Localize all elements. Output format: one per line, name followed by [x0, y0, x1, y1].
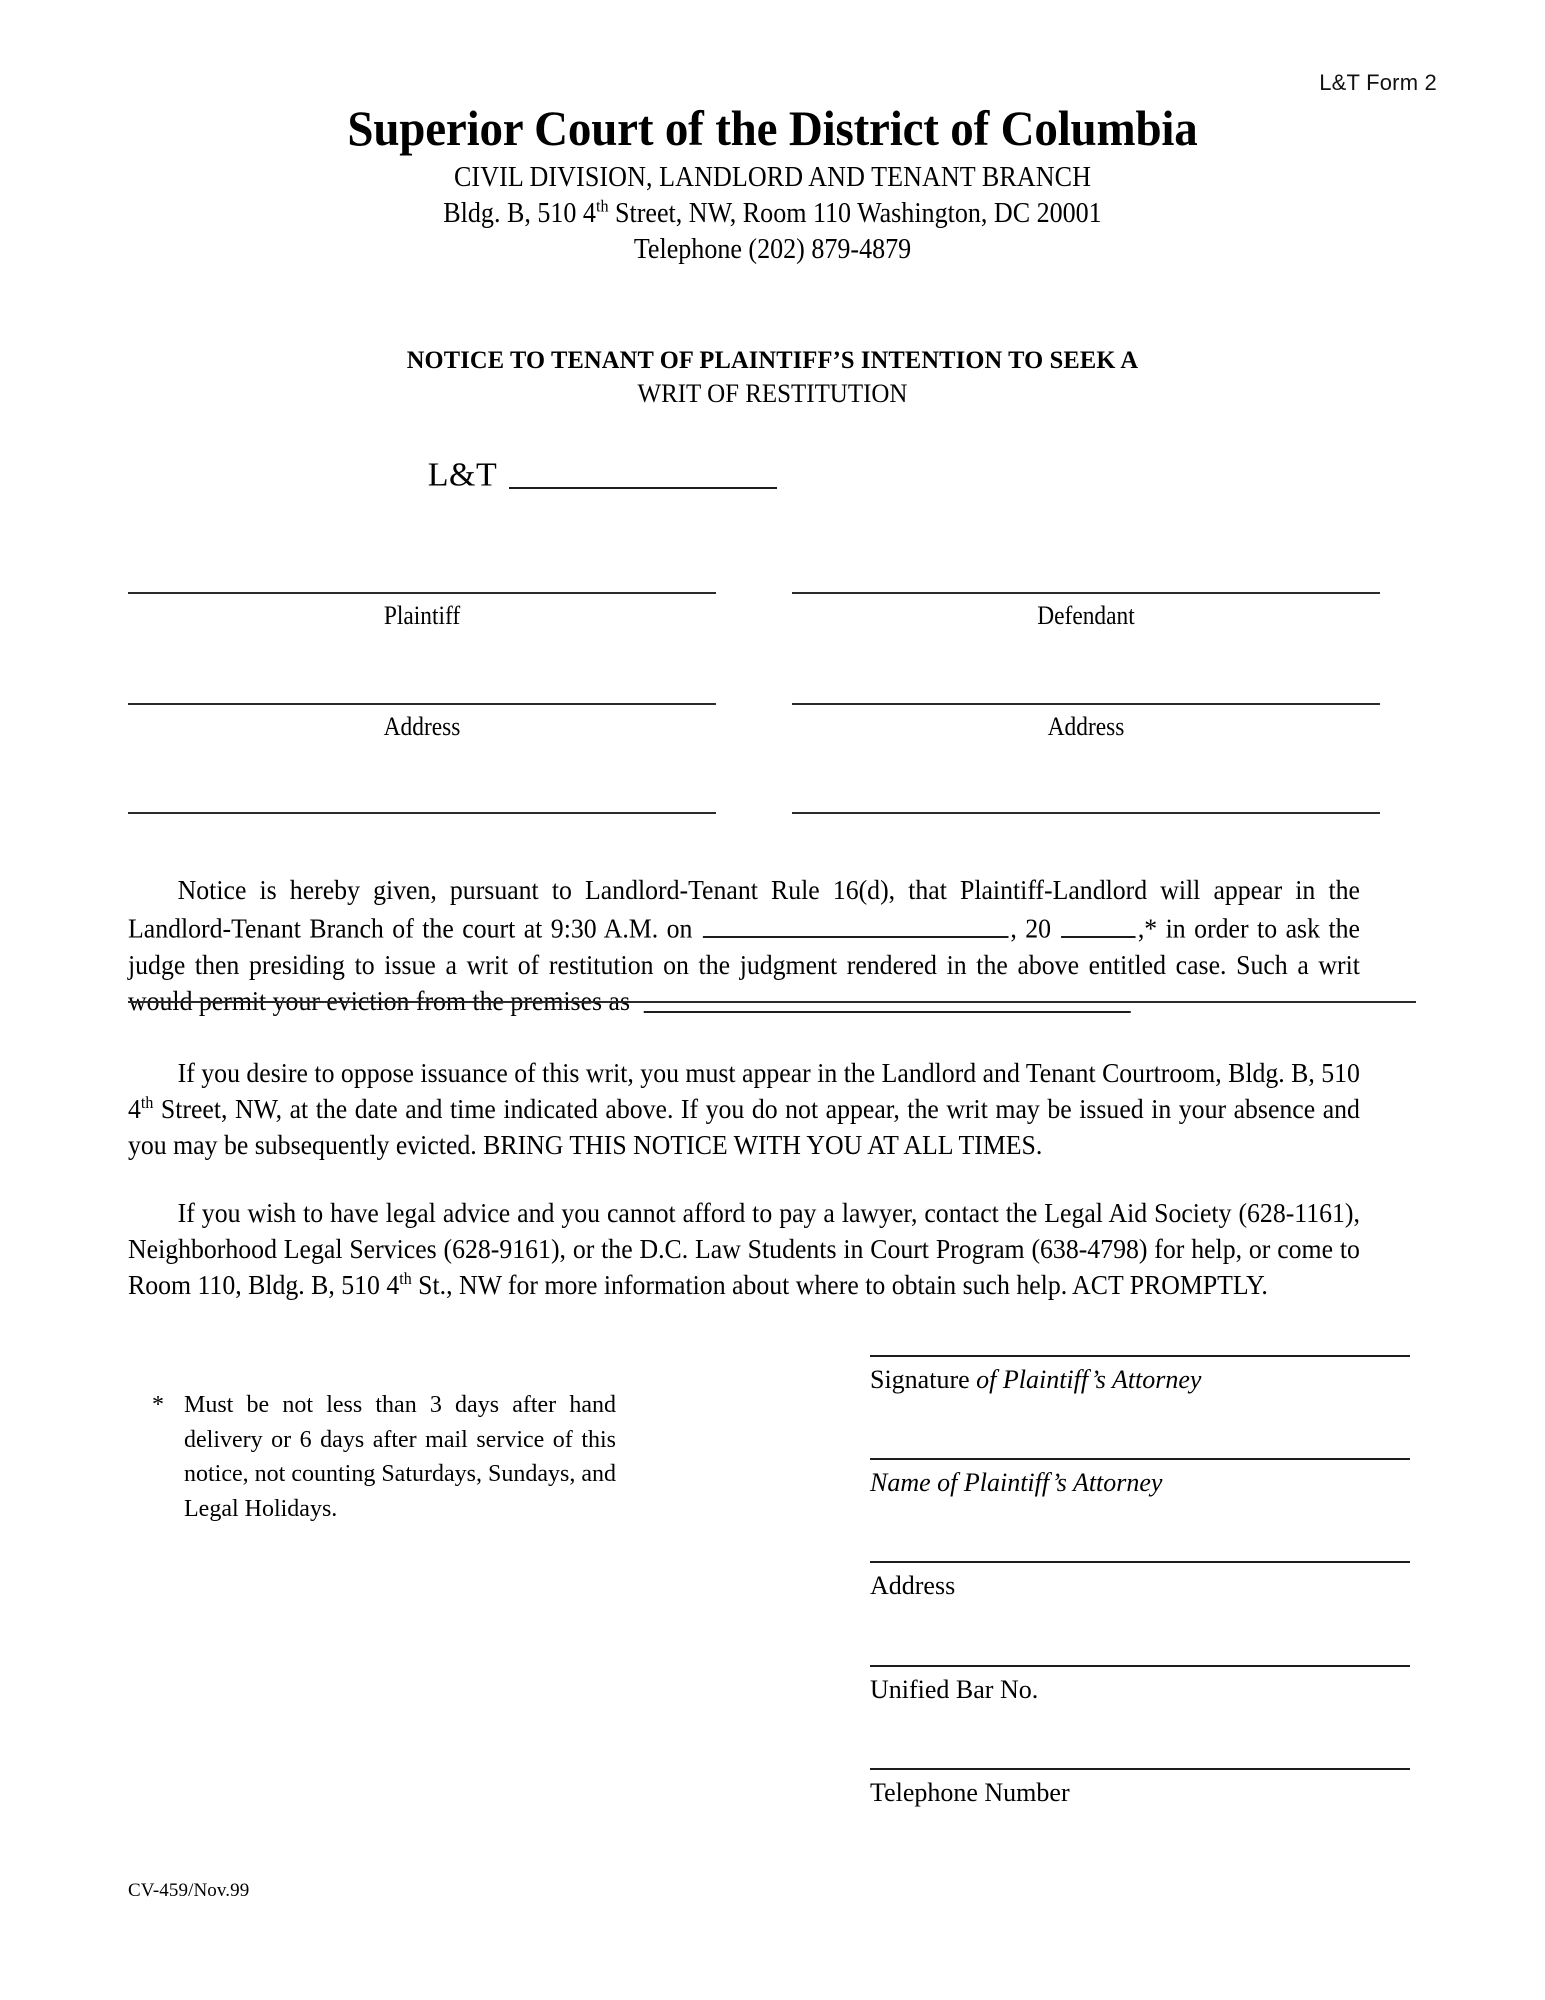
court-address-line [54, 196, 1491, 232]
ordinal-suffix-icon: th [399, 1269, 412, 1289]
attorney-signature-field [870, 1355, 1410, 1395]
advice-seg-2: St., NW for more information about where to obtain such help. ACT PROMPTLY. [411, 1270, 1268, 1301]
premises-description-rule-line2[interactable] [128, 1001, 1416, 1003]
defendant-address-line2-field [792, 812, 1380, 814]
hearing-year-input[interactable] [1061, 908, 1135, 938]
defendant-address-line2-rule[interactable] [792, 812, 1380, 814]
notice-heading-line2: WRIT OF RESTITUTION [637, 378, 908, 408]
signature-label-roman: Signature [870, 1365, 977, 1394]
notice-seg-3: ,* in order to ask the judge then presiding to issue a writ of restitution on the judgment rendered in the above entitled case. Such a writ would permit your eviction from the premises as [128, 913, 1360, 1017]
attorney-telephone-label: Telephone Number [870, 1777, 1070, 1807]
footnote-marker: * [152, 1392, 164, 1418]
notice-seg-2: , 20 [1010, 913, 1060, 944]
plaintiff-address-line2-field [128, 812, 716, 814]
defendant-name-field [792, 592, 1380, 631]
notice-seg-1: Notice is hereby given, pursuant to Landlord-Tenant Rule 16(d), that Plaintiff-Landlord will appear in the Landlord-Tenant Branch of the court at 9:30 A.M. on [128, 875, 1360, 944]
attorney-bar-number-field [870, 1665, 1410, 1705]
paragraph-legal-advice [128, 1195, 1360, 1304]
attorney-address-label: Address [870, 1571, 956, 1601]
plaintiff-label: Plaintiff [383, 601, 461, 630]
defendant-label: Defendant [1037, 601, 1135, 630]
plaintiff-address-field [128, 703, 716, 742]
form-number-label: L&T Form 2 [1319, 70, 1437, 95]
spacer [870, 1602, 1410, 1665]
case-number-input[interactable] [509, 452, 777, 489]
spacer [870, 1395, 1410, 1458]
court-address-post: Street, NW, Room 110 Washington, DC 20001 [608, 197, 1102, 229]
premises-description-input[interactable] [644, 983, 1131, 1013]
paragraph-oppose [128, 1055, 1360, 1164]
plaintiff-address-line2-rule[interactable] [128, 812, 716, 814]
notice-heading [0, 343, 1545, 411]
ordinal-suffix-icon: th [595, 196, 609, 216]
division-line: CIVIL DIVISION, LANDLORD AND TENANT BRANCH [453, 162, 1092, 193]
hearing-date-input[interactable] [703, 908, 1009, 938]
document-code: CV-459/Nov.99 [128, 1880, 250, 1901]
defendant-address-rule[interactable] [792, 703, 1380, 705]
advice-seg-1: If you wish to have legal advice and you cannot afford to pay a lawyer, contact the Legal Aid Society (628-1161), Neighborhood Legal Services (628-9161), or the D.C. Law Students in Court Program (638-4798) for help, or come to Room 110, Bldg. B, 510 4 [128, 1198, 1360, 1301]
attorney-bar-number-label: Unified Bar No. [870, 1674, 1039, 1704]
signature-label-italic: of Plaintiff’s Attorney [976, 1365, 1202, 1394]
ordinal-suffix-icon: th [140, 1093, 154, 1113]
plaintiff-name-field [128, 592, 716, 631]
footnote-text: Must be not less than 3 days after hand delivery or 6 days after mail service of this notice, not counting Saturdays, Sundays, and Legal Holidays. [184, 1392, 616, 1522]
masthead [0, 100, 1545, 267]
court-telephone-line: Telephone (202) 879-4879 [633, 233, 912, 265]
attorney-signature-block [870, 1355, 1410, 1808]
defendant-address-label: Address [1047, 712, 1125, 741]
attorney-name-label [870, 1460, 1410, 1498]
paragraph-oppose-text [128, 1055, 1360, 1164]
plaintiff-address-rule[interactable] [128, 703, 716, 705]
attorney-signature-label [870, 1357, 1410, 1395]
oppose-seg-1: If you desire to oppose issuance of this writ, you must appear in the Landlord and Tenant Courtroom, Bldg. B, 510 4 [128, 1058, 1360, 1125]
plaintiff-name-rule[interactable] [128, 592, 716, 594]
spacer [870, 1705, 1410, 1768]
notice-heading-line1: NOTICE TO TENANT OF PLAINTIFF’S INTENTION TO SEEK A [406, 345, 1139, 374]
spacer [870, 1498, 1410, 1561]
case-number-row [0, 452, 1545, 494]
attorney-name-field [870, 1458, 1410, 1498]
court-address-pre: Bldg. B, 510 4 [443, 197, 596, 229]
paragraph-notice-text [128, 872, 1360, 1019]
attorney-telephone-field [870, 1768, 1410, 1808]
case-number-label: L&T [427, 456, 498, 494]
defendant-address-field [792, 703, 1380, 742]
footnote [152, 1388, 616, 1526]
defendant-name-rule[interactable] [792, 592, 1380, 594]
plaintiff-address-label: Address [383, 712, 461, 741]
attorney-address-field [870, 1561, 1410, 1601]
court-title: Superior Court of the District of Columbia [347, 100, 1198, 156]
oppose-seg-2: Street, NW, at the date and time indicated above. If you do not appear, the writ may be issued in your absence and you may be subsequently evicted. BRING THIS NOTICE WITH YOU AT ALL TIMES. [128, 1094, 1360, 1161]
attorney-name-label-italic: Name of Plaintiff’s Attorney [870, 1468, 1163, 1498]
paragraph-notice [128, 872, 1360, 1019]
paragraph-legal-advice-text [128, 1195, 1360, 1304]
case-number-group [428, 452, 777, 494]
